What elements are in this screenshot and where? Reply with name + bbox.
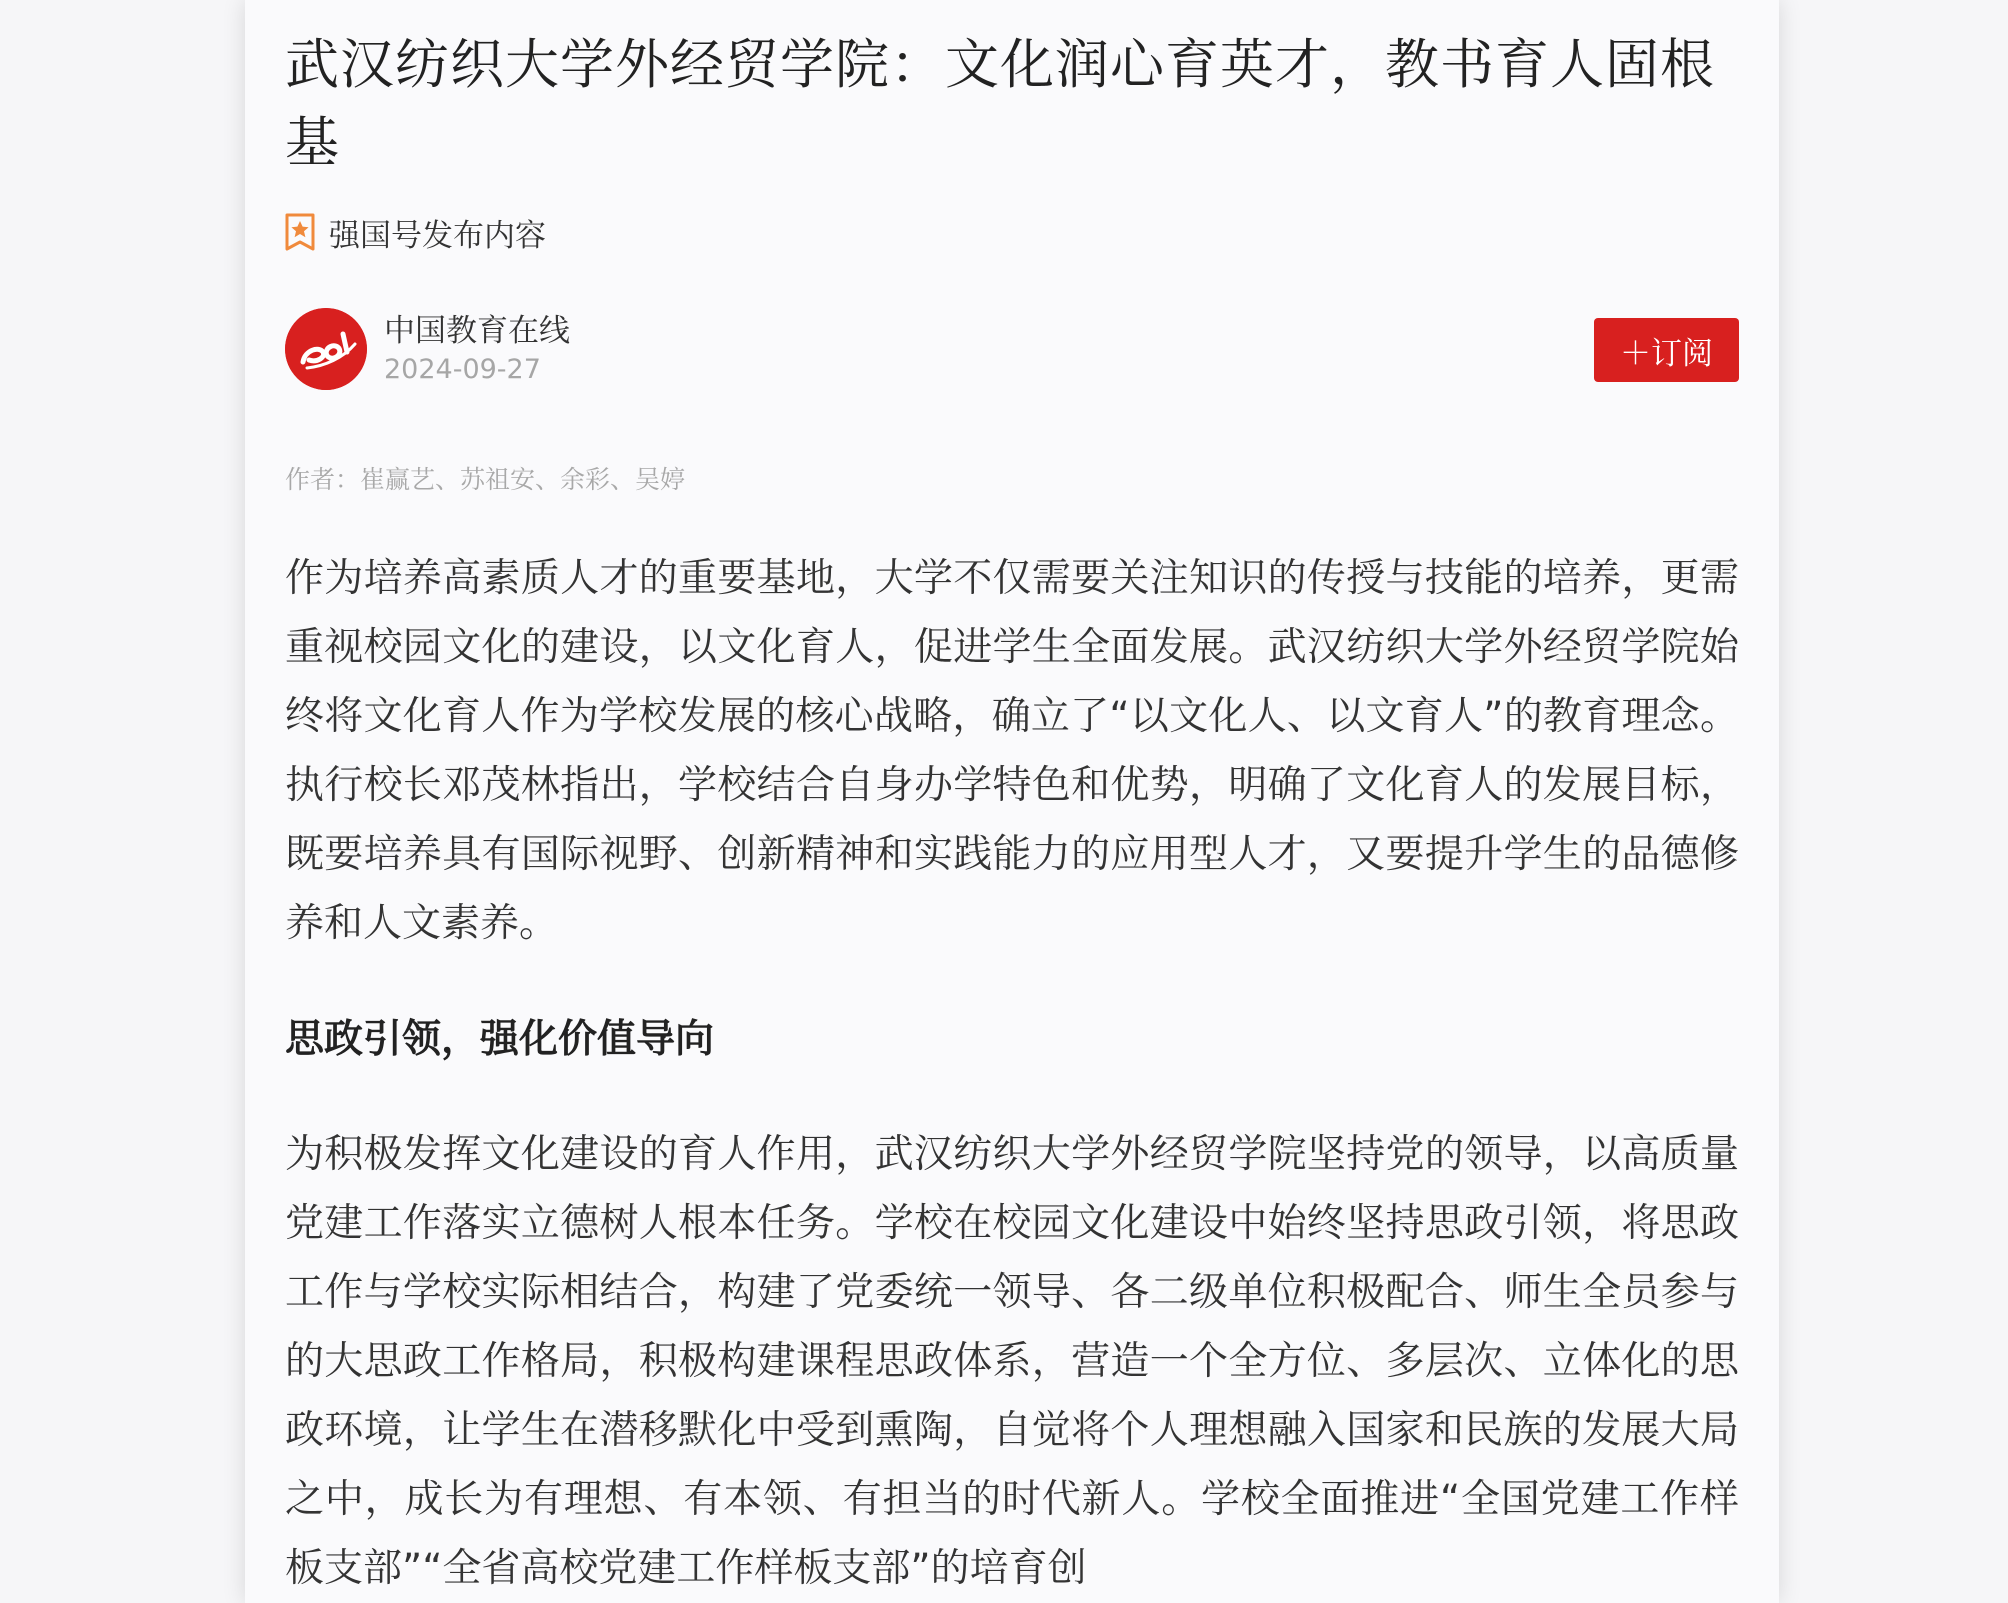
eol-logo-icon [285, 308, 367, 390]
article-page [245, 0, 1779, 1603]
paragraph-section: 为积极发挥文化建设的育人作用，武汉纺织大学外经贸学院坚持党的领导，以高质量党建工作落实立德树人根本任务。学校在校园文化建设中始终坚持思政引领，将思政工作与学校实际相结合，构建了党委统一领导、各二级单位积极配合、师生全员参与的大思政工作格局，积极构建课程思政体系，营造一个全方位、多层次、立体化的思政环境，让学生在潜移默化中受到熏陶，自觉将个人理想融入国家和民族的发展大局之中，成长为有理想、有本领、有担当的时代新人。学校全面推进“全国党建工作样板支部”“全省高校党建工作样板支部”的培育创 [285, 1132, 1739, 1591]
author-name[interactable]: 中国教育在线 [384, 313, 570, 349]
byline: 作者：崔赢艺、苏祖安、余彩、吴婷 [285, 465, 686, 494]
source-tag-label: 强国号发布内容 [329, 217, 546, 254]
avatar[interactable] [285, 308, 367, 390]
source-tag [285, 212, 1739, 252]
article-title: 武汉纺织大学外经贸学院：文化润心育英才，教书育人固根基 [285, 33, 1715, 174]
publish-date: 2024-09-27 [384, 354, 541, 385]
subscribe-button[interactable]: ＋订阅 [1594, 318, 1739, 382]
bookmark-star-icon [285, 213, 315, 251]
section-heading: 思政引领，强化价值导向 [285, 1017, 715, 1062]
paragraph-intro: 作为培养高素质人才的重要基地，大学不仅需要关注知识的传授与技能的培养，更需重视校园文化的建设，以文化育人，促进学生全面发展。武汉纺织大学外经贸学院始终将文化育人作为学校发展的核心战略，确立了“以文化人、以文育人”的教育理念。执行校长邓茂林指出，学校结合自身办学特色和优势，明确了文化育人的发展目标，既要培养具有国际视野、创新精神和实践能力的应用型人才，又要提升学生的品德修养和人文素养。 [285, 556, 1739, 946]
author-row [285, 306, 1739, 392]
author-meta [384, 310, 570, 388]
article-content [285, 0, 1739, 1603]
